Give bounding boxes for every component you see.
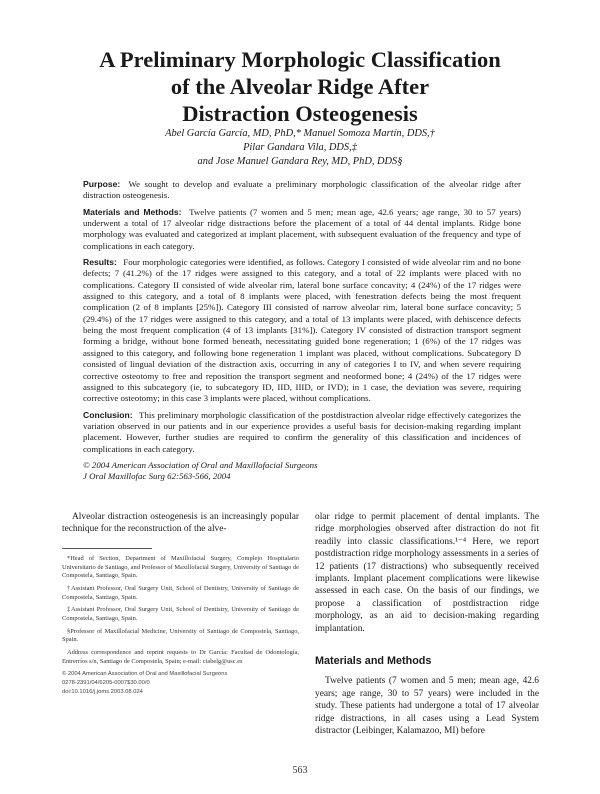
conclusion-text: This preliminary morphologic classification of the postdistraction alveolar ridge effectively categorizes the variation observed in our patients and in our experience provides a useful basis for decision-making regarding implant placement. However, further studies are required to confirm the generality of this classification and incidences of complications in each category. bbox=[83, 409, 521, 454]
footnotes bbox=[62, 555, 299, 696]
abstract-purpose bbox=[83, 179, 521, 202]
author-line-1: Abel García García, MD, PhD,* Manuel Somoza Martín, DDS,† bbox=[165, 128, 435, 139]
footnote-affiliation-4: §Professor of Maxillofacial Medicine, University of Santiago de Compostela, Santiago, Spain. bbox=[62, 627, 299, 644]
footnote-issn: 0278-2391/04/6205-0007$30.00/0 bbox=[62, 680, 150, 687]
results-text: Four morphologic categories were identified, as follows. Category I consisted of wide alveolar rim and no bone defects; 7 (41.2%) of the 17 ridges were assigned to this category, and a total of 22 implants were placed with no complications. Category II consisted of wide alveolar rim, lateral bone surface concavity; 4 (24%) of the 17 ridges were assigned to this category, and a total of 8 implants were placed, with fenestration defects being the most frequent complication (2 of 8 implants [25%]). Category III consisted of narrow alveolar rim, lateral bone surface concavity; 5 (29.4%) of the 17 ridges were assigned to this category, and a total of 13 implants were placed, with dehiscence defects being the most frequent complication (4 of 13 implants [31%]). Category IV consisted of distraction transport segment forming a bridge, without bone formed beneath, necessitating guided bone regeneration; 1 (6%) of the 17 ridges was assigned to this category, and following bone regeneration 1 implant was placed, without complications. Subcategory D consisted of lingual deviation of the distraction axis, occurring in any of categories I to IV, and when severe requiring corrective osteotomy to free and reposition the transport segment and neoformed bone; 4 (24%) of the 17 ridges were assigned to this subcategory (ie, to subcategory ID, IID, IIID, or IVD); in 1 case, the deviation was severe, requiring corrective osteotomy; in this case 3 implants were placed, without complications. bbox=[83, 257, 521, 404]
author-line-2: Pilar Gandara Vila, DDS,‡ bbox=[243, 142, 357, 153]
results-label: Results: bbox=[83, 257, 117, 268]
title-line-2: of the Alveolar Ridge After bbox=[170, 74, 430, 99]
abstract-results bbox=[83, 257, 521, 404]
conclusion-label: Conclusion: bbox=[83, 409, 133, 420]
footnote-divider bbox=[62, 548, 152, 549]
left-column bbox=[62, 511, 299, 536]
title-line-1: A Preliminary Morphologic Classification bbox=[99, 47, 501, 72]
purpose-label: Purpose: bbox=[83, 179, 121, 189]
methods-heading: Materials and Methods bbox=[315, 655, 432, 668]
footnote-correspondence: Address correspondence and reprint requests to Dr García: Facultad de Odontología, Entrerríos s/n, Santiago de Compostela, Spain; e-mail: ciabelg@usc.es bbox=[62, 649, 299, 665]
intro-paragraph-start: Alveolar distraction osteogenesis is an increasingly popular technique for the reconstruction of the alve- bbox=[62, 512, 299, 535]
abstract-copyright: © 2004 American Association of Oral and Maxillofacial Surgeons bbox=[83, 459, 318, 470]
right-column bbox=[315, 511, 539, 738]
intro-paragraph-continued: olar ridge to permit placement of dental implants. The ridge morphologies observed after distraction do not fit readily into classic classifications.¹⁻⁴ Here, we report postdistraction ridge morphology assessments in a series of 12 patients (17 distractions) who subsequently received implants. Implant placement complications were likewise assessed in each case. On the basis of our findings, we propose a classification of postdistraction ridge morphology, as an aid to decision-making regarding implantation. bbox=[315, 512, 539, 634]
footnote-affiliation-3: ‡Assistant Professor, Oral Surgery Unit, School of Dentistry, University of Santiago de Compostela, Santiago, Spain. bbox=[62, 606, 299, 622]
methods-label: Materials and Methods: bbox=[83, 206, 182, 217]
abstract-methods bbox=[83, 207, 521, 252]
footnote-affiliation-1: *Head of Section, Department of Maxillofacial Surgery, Complejo Hospitalario Universitario de Santiago, and Professor of Maxillofacial Surgery, University of Santiago de Compostela, Santiago, Spain. bbox=[62, 555, 299, 580]
footnote-copyright: © 2004 American Association of Oral and Maxillofacial Surgeons bbox=[62, 671, 228, 678]
methods-paragraph: Twelve patients (7 women and 5 men; mean age, 42.6 years; age range, 30 to 57 years) were included in the study. These patients had undergone a total of 17 alveolar ridge distractions, in all cases using a Lead System distractor (Leibinger, Kalamazoo, MI) before bbox=[315, 676, 539, 737]
page-number: 563 bbox=[292, 765, 308, 776]
journal-citation: J Oral Maxillofac Surg 62:563-566, 2004 bbox=[83, 471, 231, 482]
abstract-conclusion bbox=[83, 410, 521, 455]
abstract bbox=[83, 179, 521, 483]
footnote-affiliation-2: †Assistant Professor, Oral Surgery Unit, School of Dentistry, University of Santiago de Compostela, Santiago, Spain. bbox=[62, 584, 299, 601]
purpose-text: We sought to develop and evaluate a preliminary morphologic classification of the alveolar ridge after distraction osteogenesis. bbox=[83, 179, 521, 201]
methods-text: Twelve patients (7 women and 5 men; mean age, 42.6 years; age range, 30 to 57 years) underwent a total of 17 alveolar ridge distractions before the placement of a total of 44 dental implants. Ridge bone morphology was evaluated and categorized at implant placement, with subsequent evaluation of the frequency and type of complications in each category. bbox=[83, 206, 521, 251]
article-title bbox=[60, 46, 540, 127]
author-line-3: and Jose Manuel Gandara Rey, MD, PhD, DDS§ bbox=[197, 156, 403, 167]
title-line-3: Distraction Osteogenesis bbox=[182, 101, 418, 126]
author-list bbox=[60, 127, 540, 169]
footnote-doi: doi:10.1016/j.joms.2003.08.024 bbox=[62, 688, 143, 695]
abstract-footer bbox=[83, 460, 521, 483]
